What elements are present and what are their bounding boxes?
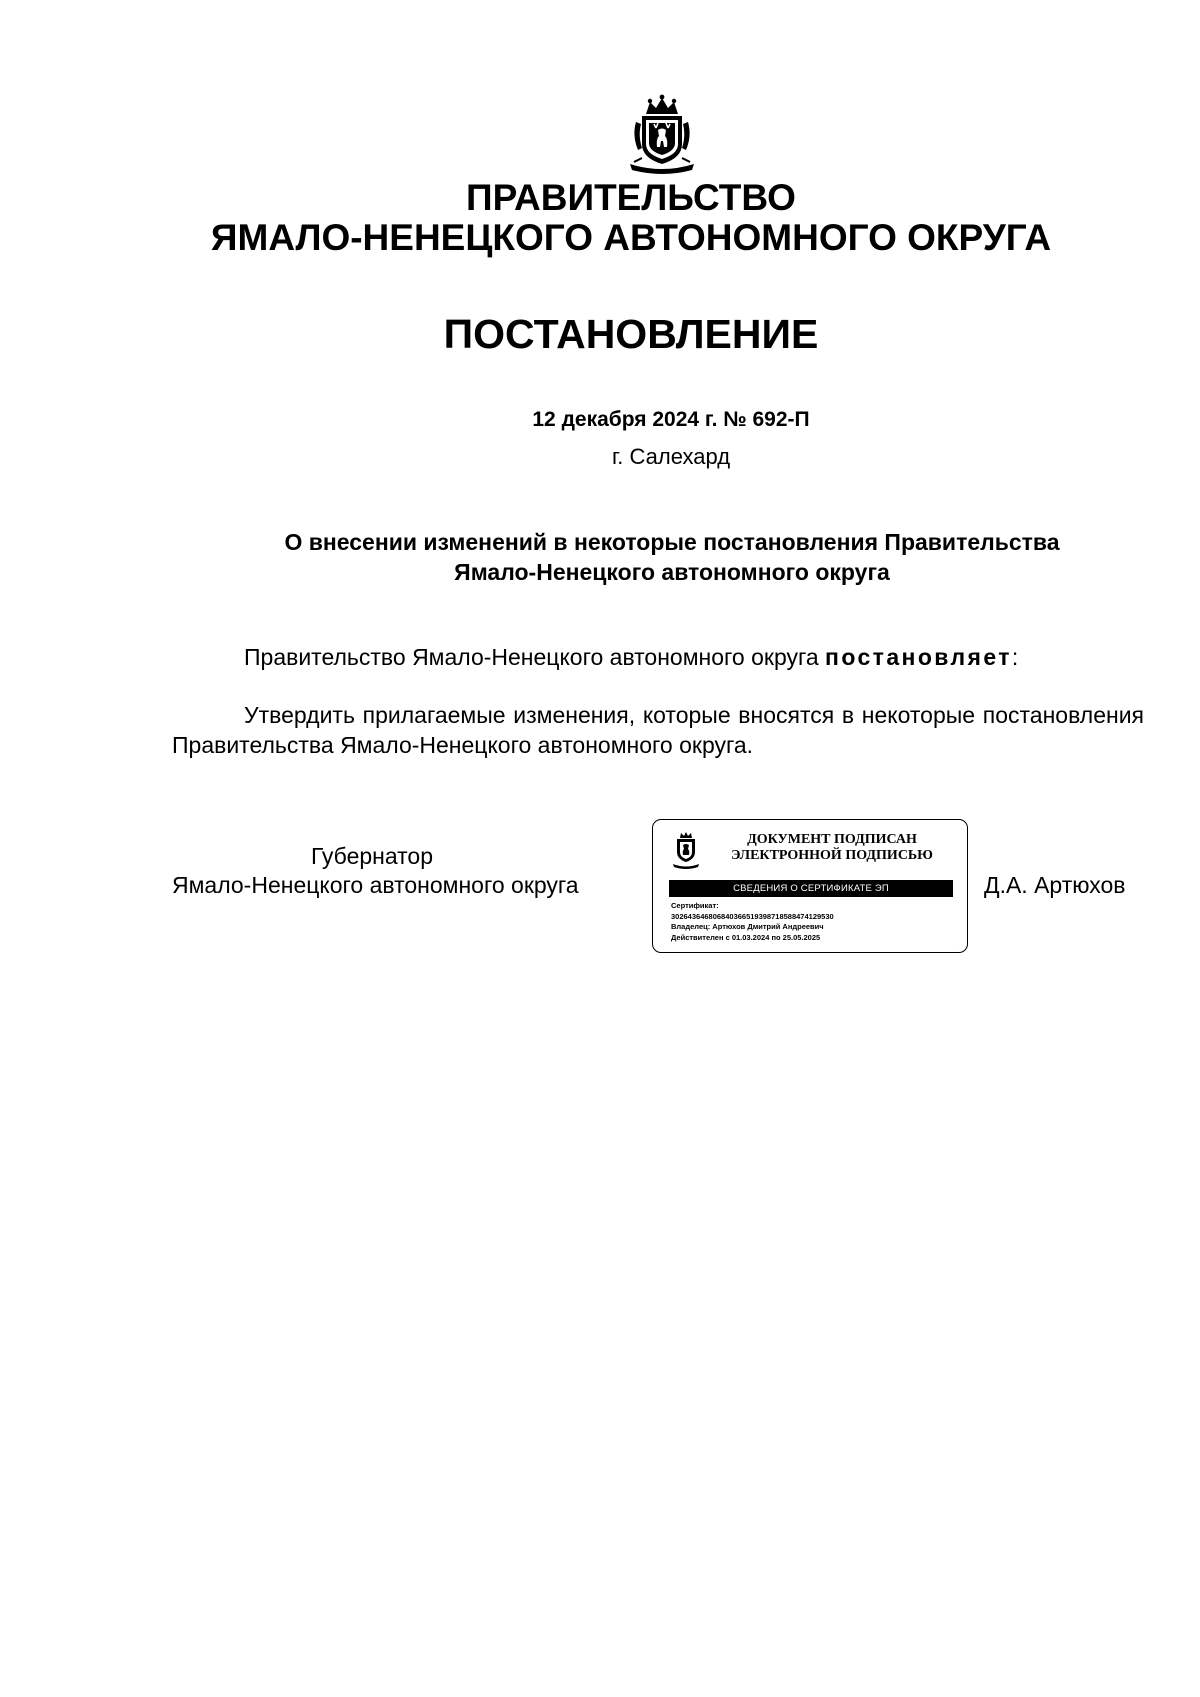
government-title — [0, 178, 1200, 258]
stamp-title-line1: ДОКУМЕНТ ПОДПИСАН — [747, 832, 917, 847]
document-subject-line2: Ямало-Ненецкого автономного округа — [454, 559, 890, 585]
preamble-emphasis: постановляет — [825, 644, 1012, 670]
signer-position-org: Ямало-Ненецкого автономного округа — [172, 872, 579, 898]
preamble-text: Правительство Ямало-Ненецкого автономного округа — [244, 644, 826, 670]
signer-position-block — [172, 842, 642, 900]
resolution-paragraph: Утвердить прилагаемые изменения, которые вносятся в некоторые постановления Правительства Ямало-Ненецкого автономного округа. — [172, 702, 1144, 758]
government-title-line1: ПРАВИТЕЛЬСТВО — [466, 177, 796, 218]
document-date-number: 12 декабря 2024 г. № 692-П — [532, 408, 810, 431]
electronic-signature-stamp — [652, 819, 968, 953]
stamp-certificate-details — [671, 901, 961, 943]
signer-name: Д.А. Артюхов — [984, 872, 1126, 898]
document-subject-line1: О внесении изменений в некоторые постановления Правительства — [284, 529, 1060, 555]
preamble-tail: : — [1011, 644, 1019, 670]
stamp-owner: Владелец: Артюхов Дмитрий Андреевич — [671, 922, 824, 931]
government-title-line2: ЯМАЛО-НЕНЕЦКОГО АВТОНОМНОГО ОКРУГА — [210, 217, 1052, 258]
coat-of-arms-emblem — [622, 92, 702, 174]
stamp-validity: Действителен с 01.03.2024 по 25.05.2025 — [671, 932, 821, 942]
signer-position-title: Губернатор — [310, 843, 434, 869]
stamp-emblem-icon — [671, 830, 701, 870]
document-city: г. Салехард — [611, 444, 731, 469]
stamp-cert-value: 30264364680684036651939871858847412953​0 — [671, 911, 834, 921]
document-type-heading: ПОСТАНОВЛЕНИЕ — [443, 311, 819, 357]
stamp-cert-label: Сертификат: — [671, 901, 719, 910]
preamble-paragraph — [172, 642, 1144, 672]
document-subject — [172, 527, 1172, 587]
stamp-title-line2: ЭЛЕКТРОННОЙ ПОДПИСЬЮ — [731, 848, 933, 863]
stamp-title — [707, 832, 957, 864]
stamp-certificate-bar: СВЕДЕНИЯ О СЕРТИФИКАТЕ ЭП — [669, 880, 953, 897]
